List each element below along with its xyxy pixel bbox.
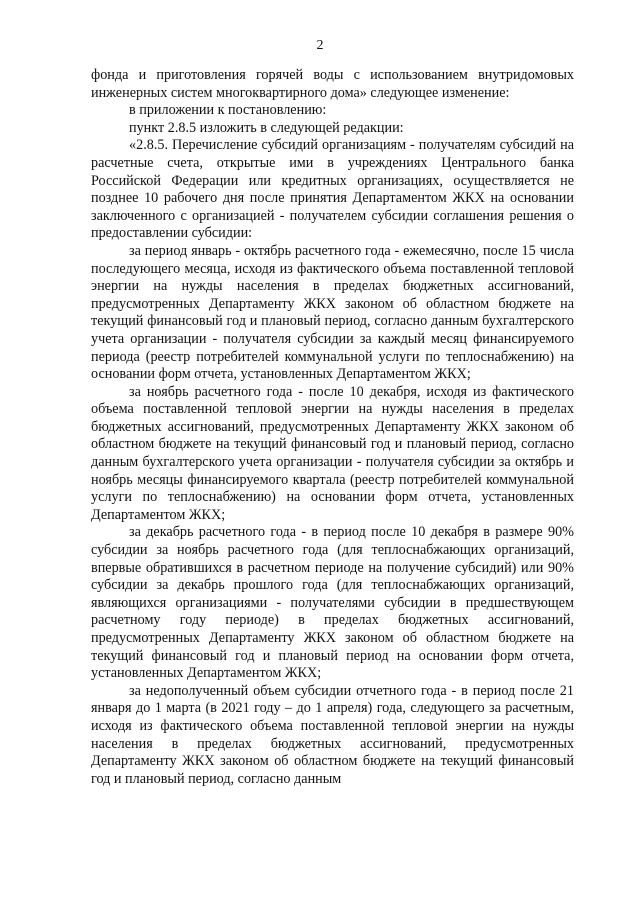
paragraph-1: фонда и приготовления горячей воды с использованием внутридомовых инженерных систем многоквартирного дома» следующее изменение: [91, 67, 574, 101]
page-number: 2 [316, 38, 324, 53]
paragraph-4: «2.8.5. Перечисление субсидий организациям - получателям субсидий на расчетные счета, открытые ими в учреждениях Центрального банка Российской Федерации или кредитных организациях, осуществляется не позднее 10 рабочего дня после принятия Департаментом ЖКХ на основании заключенного с организацией - получателем субсидии соглашения решения о предоставлении субсидии: [91, 137, 574, 242]
paragraph-5: за период январь - октябрь расчетного года - ежемесячно, после 15 числа последующего месяца, исходя из фактического объема поставленной тепловой энергии на нужды населения в пределах бюджетных ассигнований, предусмотренных Департаменту ЖКХ законом об областном бюджете на текущий финансовый год и плановый период, согласно данным бухгалтерского учета организации - получателя субсидии за каждый месяц финансируемого периода (реестр потребителей коммунальной услуги по теплоснабжению) на основании форм отчета, установленных Департаментом ЖКХ; [91, 242, 574, 383]
paragraph-6: за ноябрь расчетного года - после 10 декабря, исходя из фактического объема поставленной тепловой энергии на нужды населения в пределах бюджетных ассигнований, предусмотренных Департаменту ЖКХ законом об областном бюджете на текущий финансовый год и плановый период, согласно данным бухгалтерского учета организации - получателя субсидии за октябрь и ноябрь месяцы финансируемого квартала (реестр потребителей коммунальной услуги по теплоснабжению) на основании форм отчета, установленных Департаментом ЖКХ; [91, 383, 574, 523]
paragraph-3: пункт 2.8.5 изложить в следующей редакции: [129, 119, 404, 136]
paragraph-2: в приложении к постановлению: [129, 102, 327, 119]
paragraph-7: за декабрь расчетного года - в период после 10 декабря в размере 90% субсидии за ноябрь расчетного года (для теплоснабжающих организаций, впервые обратившихся в расчетном периоде на получение субсидий) или 90% субсидии за декабрь прошлого года (для теплоснабжающих организаций, являющихся организациями - получателями субсидии в предшествующем расчетному году периоде) в пределах бюджетных ассигнований, предусмотренных Департаменту ЖКХ законом об областном бюджете на текущий финансовый год и плановый период на основании форм отчета, установленных Департаментом ЖКХ; [91, 524, 574, 682]
document-body [91, 67, 574, 788]
paragraph-8: за недополученный объем субсидии отчетного года - в период после 21 января до 1 марта (в 2021 году – до 1 апреля) года, следующего за расчетным, исходя из фактического объема поставленной тепловой энергии на нужды населения в пределах бюджетных ассигнований, предусмотренных Департаменту ЖКХ законом об областном бюджете на текущий финансовый год и плановый период, согласно данным [91, 682, 574, 787]
